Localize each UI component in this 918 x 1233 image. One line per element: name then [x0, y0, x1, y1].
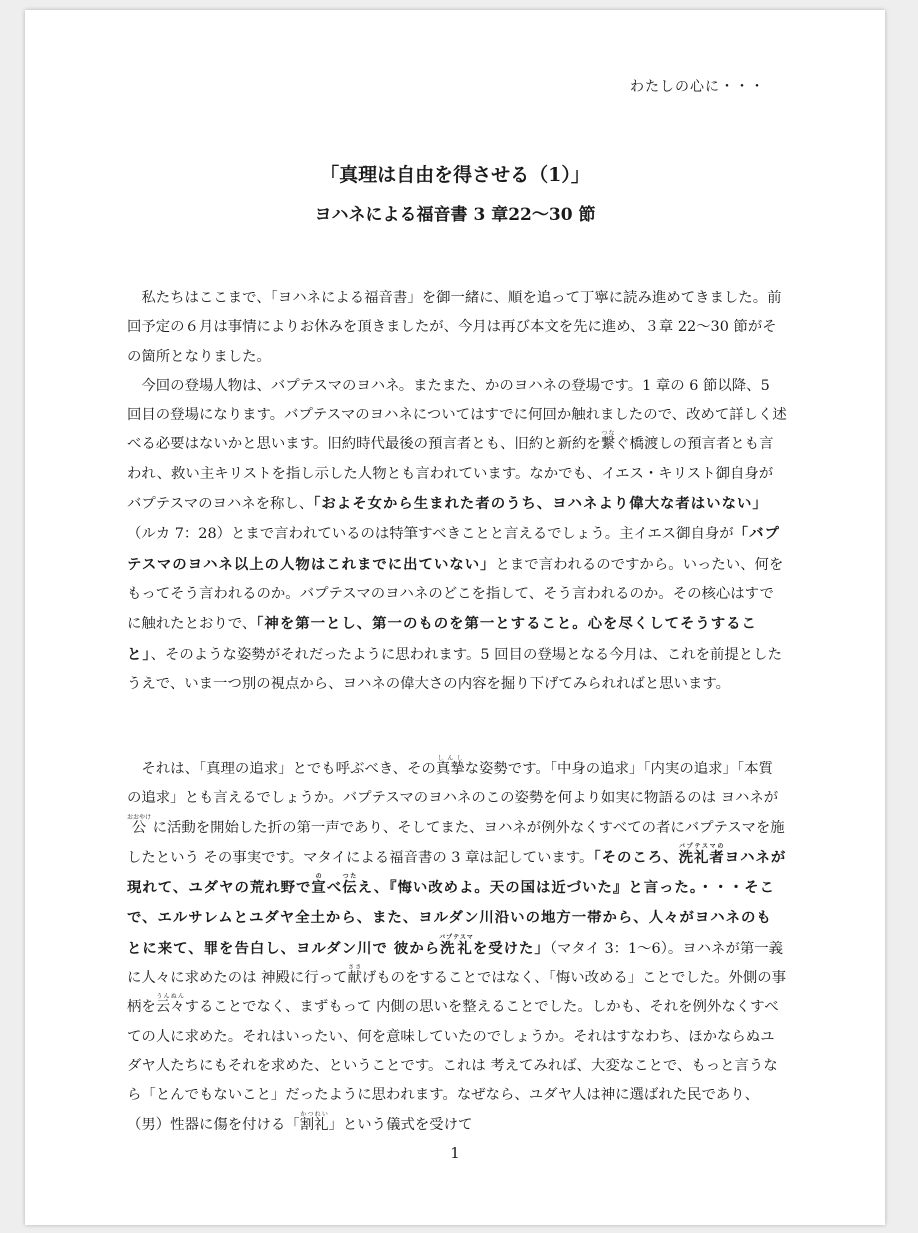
paragraph-1: [127, 284, 787, 372]
ruby-base: 繋: [600, 436, 616, 453]
ruby-ooyake: [127, 813, 152, 836]
page-title: 「真理は自由を得させる（1）」: [320, 164, 590, 186]
ruby-text: バプテスマの: [678, 842, 725, 850]
ruby-text: かつれい: [299, 1110, 329, 1118]
text-run: げものをすることではなく、「悔い改める」ことでした。外側の事柄を: [127, 970, 787, 1016]
ruby-senrei: [678, 842, 725, 866]
paragraph-1-text: 私たちはここまで、「ヨハネによる福音書」を御一緒に、順を追って丁寧に読み進めてきました。前回予定の６月は事情によりお休みを頂きましたが、今月は再び本文を先に進め、３章 22〜30 節がその箇所となりました。: [127, 290, 782, 365]
ruby-tsuta: [342, 873, 358, 897]
text-run: それは、「真理の追求」とでも呼ぶべき、その: [141, 761, 436, 777]
ruby-base: 伝: [342, 879, 358, 897]
text-run: 「そのころ、: [593, 848, 679, 866]
text-run: ヨハネが現れて、ユダヤの荒れ野で: [127, 848, 787, 897]
text-run: することでなく、まずもって 内側の思いを整えることでした。しかも、それを例外なくすべての人に求めた。それはいったい、何を意味していたのでしょうか。それはすなわち、ほかならぬユダヤ人たちにもそれを求めた、ということです。これは 考えてみれば、大変なことで、もっと言うなら「とんでもないこと」だったように思われます。なぜなら、ユダヤ人は神に選ばれた民であり、（男）性器に傷を付ける「: [127, 999, 779, 1133]
quote-core: 「神を第一とし、第一のものを第一とすること。心を尽くしてそうすること」: [127, 615, 757, 663]
text-run: 今回の登場人物は、バプテスマのヨハネ。またまた、かのヨハネの登場です。1 章の 6 節以降、5 回目の登場になります。バプテスマのヨハネについてはすでに何回か触れましたので、改めて詳しく述べる必要はないかと思います。旧約時代最後の預言者とも、旧約と新約を: [127, 377, 787, 453]
ruby-base: 洗礼者: [678, 848, 725, 866]
ruby-senrei-2: [439, 933, 474, 957]
text-run: べ: [326, 879, 343, 897]
quote-luke: 「およそ女から生まれた者のうち、ヨハネより偉大な者はいない」: [313, 495, 768, 513]
ruby-katsurei: [299, 1110, 329, 1133]
ruby-text: しんし: [435, 755, 465, 762]
document-page: [25, 10, 885, 1225]
text-run: ぐ橋渡しの預言者とも言われ、救い主キリストを指し示した人物とも言われています。なかでも、イエス・キリスト御自身がバプテスマのヨハネを称し、: [127, 436, 774, 513]
paragraph-2: [127, 372, 787, 699]
text-run: （マタイ 3：1〜6）。ヨハネが第一義に人々に求めたのは 神殿に行って: [127, 940, 784, 987]
body-section-2: [127, 755, 787, 1140]
ruby-base: 割礼: [299, 1116, 329, 1133]
quote-jesus: 「バプテスマのヨハネ以上の人物はこれまでに出ていない」: [127, 525, 780, 573]
ruby-text: つた: [342, 873, 358, 881]
ruby-text: おおやけ: [127, 813, 152, 821]
text-run: とまで言われるのですから。いったい、何をもってそう言われるのか。バプテスマのヨハネのどこを指して、そう言われるのか。その核心はすでに触れたとおりで、: [127, 556, 784, 633]
text-run: （ルカ 7：28）とまで言われているのは特筆すべきことと言えるでしょう。主イエス御自身が: [127, 526, 734, 543]
ruby-text: ささ: [347, 964, 362, 972]
body-section-1: [127, 284, 787, 699]
ruby-text: の: [311, 873, 327, 881]
text-run: 」という儀式を受けて: [328, 1116, 473, 1133]
ruby-base: 公: [127, 819, 151, 836]
text-run: え、『悔い改めよ。天の国は近づいた』と言った。・・・そこで、エルサレムとユダヤ全土から、また、ヨルダン川沿いの地方一帯から、人々がヨハネのもとに来て、罪を告白し、ヨルダン川で 彼から: [127, 879, 776, 957]
ruby-text: つな: [600, 430, 616, 438]
header-note: わたしの心に・・・: [630, 79, 765, 95]
page-number: 1: [450, 1144, 460, 1162]
ruby-tsuna: [600, 430, 616, 453]
ruby-base: 真摯: [435, 761, 465, 777]
ruby-shinshi: [435, 755, 465, 777]
ruby-base: 洗礼: [439, 939, 474, 957]
text-run: 、そのような姿勢がそれだったように思われます。5 回目の登場となる今月は、これを前提としたうえで、いま一つ別の視点から、ヨハネの偉大さの内容を掘り下げてみられればと思います。: [127, 646, 782, 692]
ruby-text: うんぬん: [155, 993, 185, 1001]
text-run: な姿勢です。「中身の追求」「内実の追求」「本質の追求」とも言えるでしょうか。バプテスマのヨハネのこの姿勢を何より如実に物語るのは ヨハネが: [127, 761, 779, 807]
ruby-sasa: [347, 964, 362, 987]
ruby-text: バプテスマ: [439, 933, 474, 941]
ruby-sen: [311, 873, 327, 897]
ruby-base: 云々: [155, 999, 185, 1016]
ruby-base: 献: [347, 970, 362, 987]
ruby-unnun: [155, 993, 185, 1016]
ruby-base: 宣: [311, 879, 327, 897]
paragraph-3: [127, 755, 787, 1140]
text-run: を受けた」: [472, 939, 550, 957]
page-subtitle: ヨハネによる福音書 3 章22〜30 節: [314, 205, 596, 225]
text-run: に活動を開始した折の第一声であり、そしてまた、ヨハネが例外なくすべての者にバプテスマを施したという その事実です。マタイによる福音書の 3 章は記しています。: [127, 819, 785, 866]
